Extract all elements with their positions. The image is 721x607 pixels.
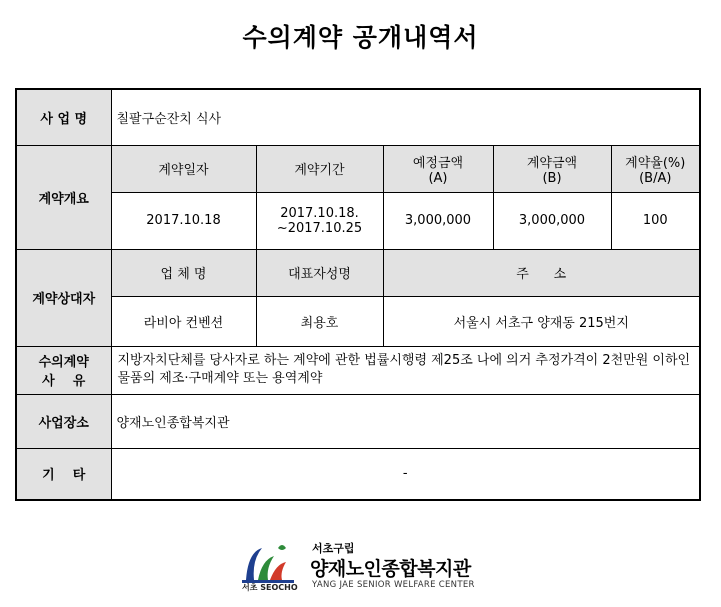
party-label: 계약상대자 (16, 249, 111, 346)
reason-row (16, 346, 700, 394)
estimated-amount-header-line1: 예정금액 (412, 155, 464, 171)
contract-amount-header (493, 145, 611, 192)
company-value: 라비아 컨벤션 (111, 296, 256, 346)
logo-district: 서초구립 (312, 542, 355, 555)
reason-value: 지방자치단체를 당사자로 하는 계약에 관한 법률시행령 제25조 나에 의거 추정가격이 2천만원 이하인 물품의 제조·구매계약 또는 용역계약 (111, 346, 700, 394)
address-value: 서울시 서초구 양재동 215번지 (383, 296, 700, 346)
contract-table (15, 88, 701, 501)
contract-date-value: 2017.10.18 (111, 192, 256, 249)
project-label: 사 업 명 (16, 89, 111, 145)
welfare-center-logo (240, 540, 480, 596)
contract-amount-header-line2: (B) (542, 170, 562, 186)
representative-value: 최용호 (256, 296, 383, 346)
contract-rate-header-line1: 계약율(%) (625, 155, 686, 171)
center-emblem-icon (240, 540, 310, 584)
party-header-row (16, 249, 700, 296)
representative-header: 대표자성명 (256, 249, 383, 296)
seocho-label: 서초 SEOCHO (242, 583, 298, 592)
project-value: 칠팔구순잔치 식사 (111, 89, 700, 145)
estimated-amount-header-line2: (A) (428, 170, 448, 186)
etc-row (16, 448, 700, 500)
overview-value-row (16, 192, 700, 249)
reason-label-line1: 수의계약 (38, 355, 89, 370)
company-header: 업 체 명 (111, 249, 256, 296)
contract-period-header: 계약기간 (256, 145, 383, 192)
contract-rate-header (611, 145, 700, 192)
reason-label-line2: 사 유 (42, 374, 86, 389)
contract-rate-value: 100 (611, 192, 700, 249)
contract-period-value (256, 192, 383, 249)
contract-amount-value: 3,000,000 (493, 192, 611, 249)
place-value: 양재노인종합복지관 (111, 394, 700, 448)
etc-value: - (111, 448, 700, 500)
project-row (16, 89, 700, 145)
etc-label: 기 타 (16, 448, 111, 500)
contract-period-end: ~2017.10.25 (276, 220, 363, 236)
contract-date-header: 계약일자 (111, 145, 256, 192)
logo-english-name: YANG JAE SENIOR WELFARE CENTER (312, 580, 475, 590)
overview-label: 계약개요 (16, 145, 111, 249)
estimated-amount-header (383, 145, 493, 192)
address-header: 주 소 (383, 249, 700, 296)
reason-label (16, 346, 111, 394)
contract-rate-header-line2: (B/A) (639, 170, 672, 186)
party-value-row (16, 296, 700, 346)
estimated-amount-value: 3,000,000 (383, 192, 493, 249)
logo-center-name: 양재노인종합복지관 (310, 558, 471, 580)
place-label: 사업장소 (16, 394, 111, 448)
contract-amount-header-line1: 계약금액 (526, 155, 578, 171)
place-row (16, 394, 700, 448)
overview-header-row (16, 145, 700, 192)
contract-period-start: 2017.10.18. (280, 205, 359, 221)
document-title: 수의계약 공개내역서 (242, 23, 479, 52)
